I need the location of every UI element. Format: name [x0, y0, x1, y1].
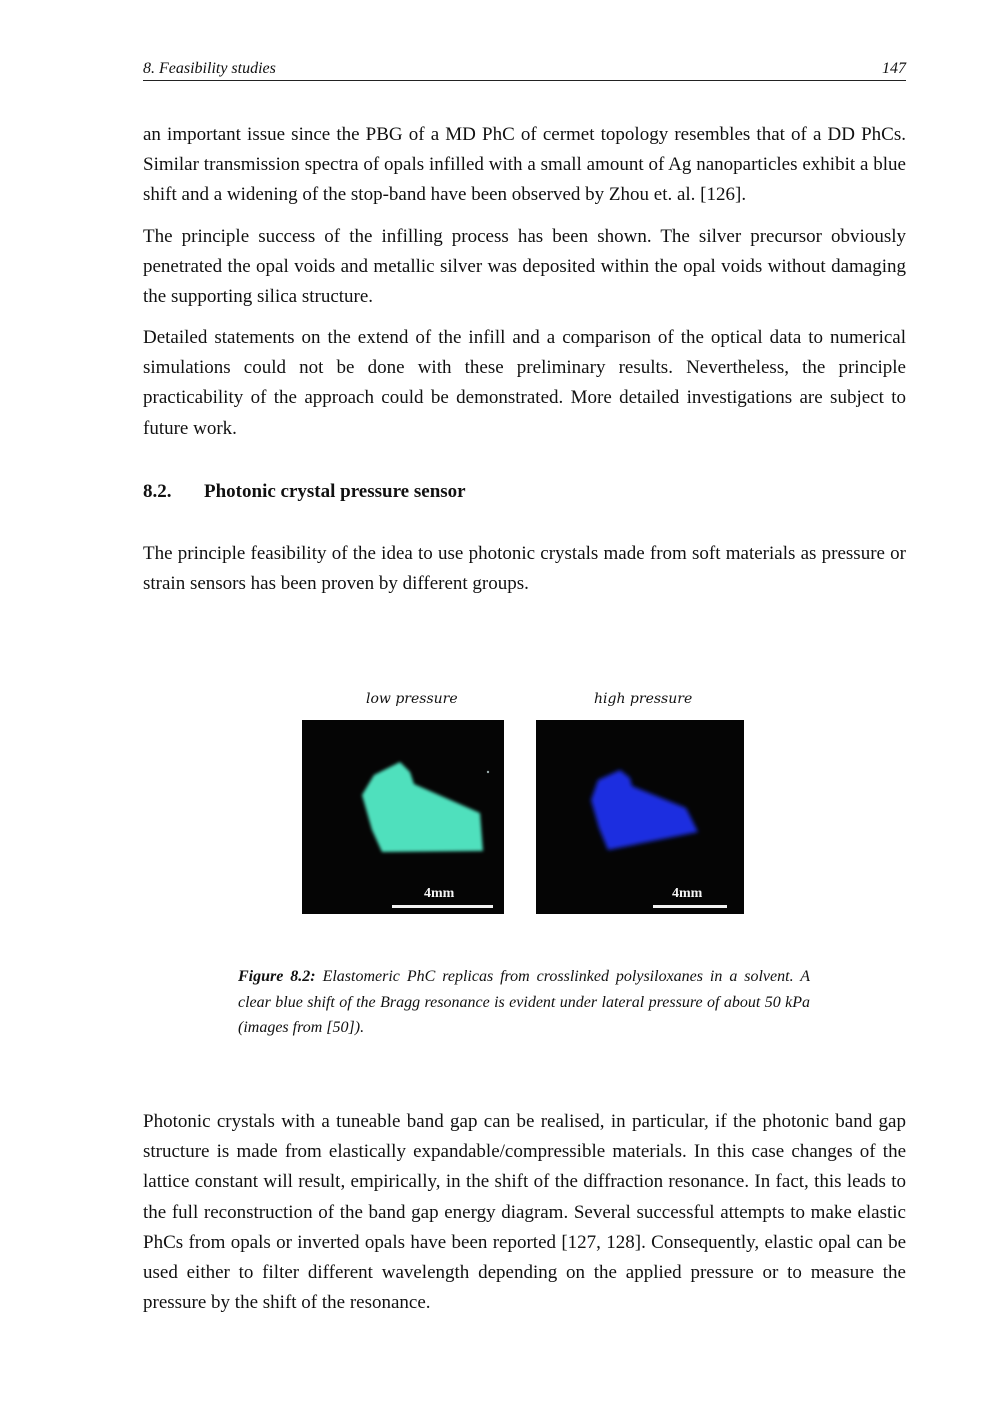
running-header — [143, 58, 906, 81]
figure-caption — [238, 964, 810, 1041]
paragraph-1: an important issue since the PBG of a MD PhC of cermet topology resembles that of a DD PhCs. Similar transmission spectra of opals infilled with a small amount of Ag nanoparticles exhibit a blue shift and a widening of the stop-band have been observed by Zhou et. al. [126]. — [143, 124, 906, 206]
paragraph-2: The principle success of the infilling process has been shown. The silver precursor obviously penetrated the opal voids and metallic silver was deposited within the opal voids without damaging the supporting silica structure. — [143, 226, 906, 308]
low-pressure-label: low pressure — [366, 691, 458, 707]
paragraph-3: Detailed statements on the extend of the infill and a comparison of the optical data to numerical simulations could not be done with these preliminary results. Nevertheless, the principle practicability of the approach could be demonstrated. More detailed investigations are subject to future work. — [143, 327, 906, 439]
page-number: 147 — [882, 60, 906, 77]
blue-sample-shape — [536, 720, 744, 914]
low-pressure-photo — [302, 720, 504, 914]
scale-label: 4mm — [672, 886, 703, 901]
section-number: 8.2. — [143, 481, 172, 502]
scale-bar — [653, 905, 727, 908]
section-intro-paragraph: The principle feasibility of the idea to use photonic crystals made from soft materials as pressure or strain sensors has been proven by different groups. — [143, 543, 906, 595]
scale-label: 4mm — [424, 886, 455, 901]
caption-text: Elastomeric PhC replicas from crosslinked polysiloxanes in a solvent. A clear blue shift of the Bragg resonance is evident under lateral pressure of about 50 kPa (images from [50]). — [238, 968, 811, 1036]
green-sample-shape — [302, 720, 504, 914]
section-heading — [143, 481, 466, 503]
caption-label: Figure 8.2: — [238, 968, 316, 985]
scale-bar — [392, 905, 493, 908]
chapter-title: 8. Feasibility studies — [143, 60, 276, 77]
closing-paragraph: Photonic crystals with a tuneable band gap can be realised, in particular, if the photonic band gap structure is made from elastically expandable/compressible materials. In this case changes of the lattice constant will result, empirically, in the shift of the diffraction resonance. In fact, this leads to the full reconstruction of the band gap energy diagram. Several successful attempts to make elastic PhCs from opals or inverted opals have been reported [127, 128]. Consequently, elastic opal can be used either to filter different wavelength depending on the applied pressure or to measure the pressure by the shift of the resonance. — [143, 1111, 906, 1314]
high-pressure-photo — [536, 720, 744, 914]
section-title: Photonic crystal pressure sensor — [204, 481, 466, 502]
high-pressure-label: high pressure — [594, 691, 693, 707]
